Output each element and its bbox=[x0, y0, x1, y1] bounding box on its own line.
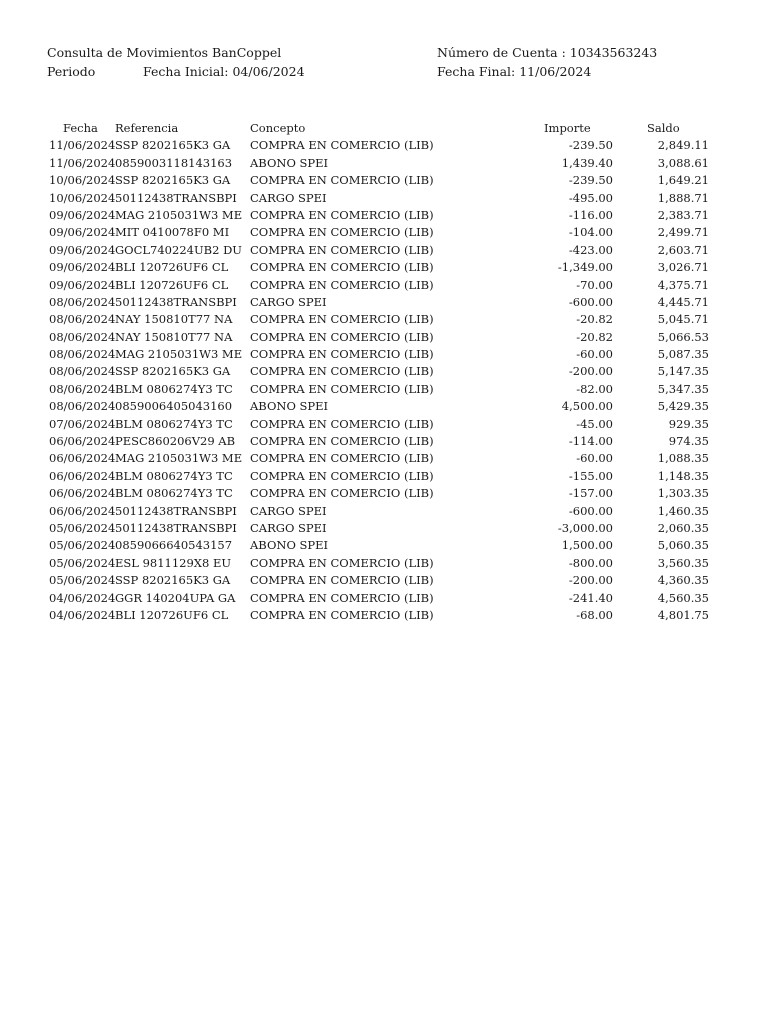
cell-referencia: 50112438TRANSBPI bbox=[115, 520, 237, 535]
cell-saldo: 3,560.35 bbox=[657, 555, 709, 570]
cell-fecha: 11/06/2024 bbox=[49, 155, 116, 170]
cell-importe: -200.00 bbox=[568, 573, 613, 588]
cell-saldo: 5,060.35 bbox=[657, 538, 709, 553]
cell-referencia: 0859066640543157 bbox=[115, 538, 233, 553]
table-row bbox=[0, 329, 768, 346]
table-row bbox=[0, 590, 768, 607]
cell-saldo: 4,360.35 bbox=[657, 573, 709, 588]
cell-importe: -600.00 bbox=[568, 503, 613, 518]
cell-saldo: 2,603.71 bbox=[657, 242, 709, 257]
cell-concepto: COMPRA EN COMERCIO (LIB) bbox=[250, 225, 434, 240]
end-date: Fecha Final: 11/06/2024 bbox=[437, 64, 592, 79]
cell-referencia: BLI 120726UF6 CL bbox=[115, 607, 229, 622]
cell-importe: -1,349.00 bbox=[557, 260, 613, 275]
table-row bbox=[0, 207, 768, 224]
table-row bbox=[0, 416, 768, 433]
cell-concepto: ABONO SPEI bbox=[250, 399, 329, 414]
cell-importe: -241.40 bbox=[568, 590, 613, 605]
cell-concepto: COMPRA EN COMERCIO (LIB) bbox=[250, 468, 434, 483]
column-header-fecha: Fecha bbox=[63, 121, 98, 135]
document-title: Consulta de Movimientos BanCoppel bbox=[47, 45, 282, 60]
cell-referencia: SSP 8202165K3 GA bbox=[115, 173, 231, 188]
cell-concepto: COMPRA EN COMERCIO (LIB) bbox=[250, 329, 434, 344]
cell-referencia: SSP 8202165K3 GA bbox=[115, 573, 231, 588]
cell-importe: -116.00 bbox=[568, 207, 613, 222]
cell-concepto: ABONO SPEI bbox=[250, 538, 329, 553]
column-header-importe: Importe bbox=[544, 121, 591, 135]
cell-fecha: 09/06/2024 bbox=[49, 225, 116, 240]
cell-concepto: COMPRA EN COMERCIO (LIB) bbox=[250, 381, 434, 396]
cell-referencia: 50112438TRANSBPI bbox=[115, 503, 237, 518]
cell-referencia: 0859003118143163 bbox=[115, 155, 233, 170]
cell-fecha: 08/06/2024 bbox=[49, 381, 116, 396]
table-row bbox=[0, 224, 768, 241]
cell-fecha: 06/06/2024 bbox=[49, 434, 116, 449]
cell-concepto: CARGO SPEI bbox=[250, 503, 327, 518]
cell-importe: -800.00 bbox=[568, 555, 613, 570]
cell-fecha: 08/06/2024 bbox=[49, 294, 116, 309]
table-row bbox=[0, 433, 768, 450]
movements-table bbox=[0, 120, 768, 624]
cell-importe: -68.00 bbox=[576, 607, 613, 622]
cell-saldo: 3,026.71 bbox=[657, 260, 709, 275]
table-row bbox=[0, 242, 768, 259]
cell-saldo: 5,429.35 bbox=[657, 399, 709, 414]
column-header-saldo: Saldo bbox=[647, 121, 680, 135]
cell-importe: -45.00 bbox=[576, 416, 613, 431]
cell-referencia: GGR 140204UPA GA bbox=[115, 590, 236, 605]
cell-referencia: 50112438TRANSBPI bbox=[115, 190, 237, 205]
cell-fecha: 09/06/2024 bbox=[49, 242, 116, 257]
cell-fecha: 04/06/2024 bbox=[49, 607, 116, 622]
cell-concepto: COMPRA EN COMERCIO (LIB) bbox=[250, 312, 434, 327]
cell-concepto: COMPRA EN COMERCIO (LIB) bbox=[250, 242, 434, 257]
cell-saldo: 5,087.35 bbox=[657, 347, 709, 362]
table-row bbox=[0, 137, 768, 154]
table-row bbox=[0, 259, 768, 276]
table-row bbox=[0, 520, 768, 537]
cell-referencia: MIT 0410078F0 MI bbox=[115, 225, 230, 240]
cell-referencia: 0859006405043160 bbox=[115, 399, 233, 414]
cell-importe: -70.00 bbox=[576, 277, 613, 292]
table-row bbox=[0, 398, 768, 415]
cell-fecha: 08/06/2024 bbox=[49, 329, 116, 344]
cell-referencia: MAG 2105031W3 ME bbox=[115, 451, 243, 466]
cell-referencia: ESL 9811129X8 EU bbox=[115, 555, 232, 570]
cell-fecha: 04/06/2024 bbox=[49, 590, 116, 605]
cell-fecha: 08/06/2024 bbox=[49, 399, 116, 414]
cell-fecha: 06/06/2024 bbox=[49, 486, 116, 501]
cell-referencia: NAY 150810T77 NA bbox=[115, 312, 233, 327]
table-row bbox=[0, 172, 768, 189]
cell-saldo: 1,303.35 bbox=[657, 486, 709, 501]
cell-referencia: BLM 0806274Y3 TC bbox=[115, 468, 233, 483]
cell-saldo: 1,460.35 bbox=[657, 503, 709, 518]
table-row bbox=[0, 311, 768, 328]
cell-referencia: BLM 0806274Y3 TC bbox=[115, 416, 233, 431]
cell-importe: -20.82 bbox=[576, 329, 613, 344]
cell-referencia: PESC860206V29 AB bbox=[115, 434, 236, 449]
cell-concepto: COMPRA EN COMERCIO (LIB) bbox=[250, 364, 434, 379]
column-header-referencia: Referencia bbox=[115, 121, 179, 135]
table-row bbox=[0, 363, 768, 380]
cell-importe: -157.00 bbox=[568, 486, 613, 501]
cell-fecha: 06/06/2024 bbox=[49, 451, 116, 466]
cell-referencia: SSP 8202165K3 GA bbox=[115, 138, 231, 153]
cell-importe: -20.82 bbox=[576, 312, 613, 327]
table-row bbox=[0, 503, 768, 520]
cell-fecha: 05/06/2024 bbox=[49, 520, 116, 535]
cell-saldo: 1,649.21 bbox=[657, 173, 709, 188]
cell-importe: -495.00 bbox=[568, 190, 613, 205]
account-number: Número de Cuenta : 10343563243 bbox=[437, 45, 658, 60]
cell-saldo: 5,147.35 bbox=[657, 364, 709, 379]
cell-importe: -600.00 bbox=[568, 294, 613, 309]
cell-saldo: 5,045.71 bbox=[657, 312, 709, 327]
cell-concepto: CARGO SPEI bbox=[250, 520, 327, 535]
cell-concepto: COMPRA EN COMERCIO (LIB) bbox=[250, 451, 434, 466]
cell-saldo: 929.35 bbox=[668, 416, 709, 431]
cell-fecha: 09/06/2024 bbox=[49, 260, 116, 275]
cell-referencia: 50112438TRANSBPI bbox=[115, 294, 237, 309]
cell-fecha: 07/06/2024 bbox=[49, 416, 116, 431]
table-row bbox=[0, 155, 768, 172]
cell-saldo: 2,849.11 bbox=[657, 138, 709, 153]
cell-referencia: MAG 2105031W3 ME bbox=[115, 207, 243, 222]
cell-concepto: COMPRA EN COMERCIO (LIB) bbox=[250, 207, 434, 222]
cell-importe: -60.00 bbox=[576, 347, 613, 362]
cell-saldo: 1,888.71 bbox=[657, 190, 709, 205]
cell-saldo: 5,066.53 bbox=[657, 329, 709, 344]
cell-concepto: COMPRA EN COMERCIO (LIB) bbox=[250, 260, 434, 275]
cell-importe: -239.50 bbox=[568, 173, 613, 188]
table-row bbox=[0, 381, 768, 398]
cell-importe: -239.50 bbox=[568, 138, 613, 153]
cell-saldo: 1,088.35 bbox=[657, 451, 709, 466]
cell-fecha: 09/06/2024 bbox=[49, 207, 116, 222]
cell-concepto: COMPRA EN COMERCIO (LIB) bbox=[250, 434, 434, 449]
cell-saldo: 2,383.71 bbox=[657, 207, 709, 222]
table-row bbox=[0, 537, 768, 554]
cell-fecha: 05/06/2024 bbox=[49, 573, 116, 588]
cell-concepto: COMPRA EN COMERCIO (LIB) bbox=[250, 590, 434, 605]
cell-fecha: 08/06/2024 bbox=[49, 312, 116, 327]
cell-concepto: CARGO SPEI bbox=[250, 190, 327, 205]
cell-referencia: GOCL740224UB2 DU bbox=[115, 242, 242, 257]
cell-referencia: SSP 8202165K3 GA bbox=[115, 364, 231, 379]
cell-saldo: 4,375.71 bbox=[657, 277, 709, 292]
start-date: Fecha Inicial: 04/06/2024 bbox=[143, 64, 305, 79]
table-row bbox=[0, 190, 768, 207]
cell-concepto: COMPRA EN COMERCIO (LIB) bbox=[250, 173, 434, 188]
cell-fecha: 06/06/2024 bbox=[49, 468, 116, 483]
cell-saldo: 1,148.35 bbox=[657, 468, 709, 483]
table-row bbox=[0, 485, 768, 502]
cell-concepto: COMPRA EN COMERCIO (LIB) bbox=[250, 486, 434, 501]
cell-importe: -104.00 bbox=[568, 225, 613, 240]
cell-fecha: 08/06/2024 bbox=[49, 347, 116, 362]
cell-saldo: 3,088.61 bbox=[657, 155, 709, 170]
column-header-concepto: Concepto bbox=[250, 121, 306, 135]
cell-concepto: CARGO SPEI bbox=[250, 294, 327, 309]
cell-concepto: COMPRA EN COMERCIO (LIB) bbox=[250, 138, 434, 153]
table-header-row bbox=[0, 120, 768, 137]
cell-concepto: COMPRA EN COMERCIO (LIB) bbox=[250, 347, 434, 362]
cell-fecha: 05/06/2024 bbox=[49, 555, 116, 570]
cell-concepto: ABONO SPEI bbox=[250, 155, 329, 170]
cell-fecha: 10/06/2024 bbox=[49, 190, 116, 205]
table-row bbox=[0, 450, 768, 467]
cell-saldo: 974.35 bbox=[668, 434, 709, 449]
table-row bbox=[0, 572, 768, 589]
cell-fecha: 06/06/2024 bbox=[49, 503, 116, 518]
cell-fecha: 11/06/2024 bbox=[49, 138, 116, 153]
cell-importe: -3,000.00 bbox=[557, 520, 613, 535]
cell-concepto: COMPRA EN COMERCIO (LIB) bbox=[250, 416, 434, 431]
cell-fecha: 09/06/2024 bbox=[49, 277, 116, 292]
period-label: Periodo bbox=[47, 64, 96, 79]
cell-importe: -200.00 bbox=[568, 364, 613, 379]
table-row bbox=[0, 555, 768, 572]
table-row bbox=[0, 607, 768, 624]
cell-fecha: 05/06/2024 bbox=[49, 538, 116, 553]
cell-fecha: 10/06/2024 bbox=[49, 173, 116, 188]
cell-referencia: BLI 120726UF6 CL bbox=[115, 260, 229, 275]
cell-referencia: NAY 150810T77 NA bbox=[115, 329, 233, 344]
table-row bbox=[0, 294, 768, 311]
cell-referencia: BLM 0806274Y3 TC bbox=[115, 486, 233, 501]
table-row bbox=[0, 346, 768, 363]
cell-referencia: BLI 120726UF6 CL bbox=[115, 277, 229, 292]
cell-importe: 4,500.00 bbox=[561, 399, 613, 414]
cell-concepto: COMPRA EN COMERCIO (LIB) bbox=[250, 573, 434, 588]
cell-saldo: 4,801.75 bbox=[657, 607, 709, 622]
cell-saldo: 4,445.71 bbox=[657, 294, 709, 309]
table-row bbox=[0, 277, 768, 294]
cell-saldo: 2,499.71 bbox=[657, 225, 709, 240]
cell-saldo: 5,347.35 bbox=[657, 381, 709, 396]
cell-importe: -82.00 bbox=[576, 381, 613, 396]
cell-saldo: 2,060.35 bbox=[657, 520, 709, 535]
cell-fecha: 08/06/2024 bbox=[49, 364, 116, 379]
table-row bbox=[0, 468, 768, 485]
cell-referencia: MAG 2105031W3 ME bbox=[115, 347, 243, 362]
cell-concepto: COMPRA EN COMERCIO (LIB) bbox=[250, 555, 434, 570]
cell-importe: 1,500.00 bbox=[561, 538, 613, 553]
cell-importe: -114.00 bbox=[568, 434, 613, 449]
cell-concepto: COMPRA EN COMERCIO (LIB) bbox=[250, 607, 434, 622]
cell-referencia: BLM 0806274Y3 TC bbox=[115, 381, 233, 396]
cell-concepto: COMPRA EN COMERCIO (LIB) bbox=[250, 277, 434, 292]
cell-importe: -423.00 bbox=[568, 242, 613, 257]
cell-importe: 1,439.40 bbox=[561, 155, 613, 170]
cell-importe: -60.00 bbox=[576, 451, 613, 466]
cell-saldo: 4,560.35 bbox=[657, 590, 709, 605]
cell-importe: -155.00 bbox=[568, 468, 613, 483]
